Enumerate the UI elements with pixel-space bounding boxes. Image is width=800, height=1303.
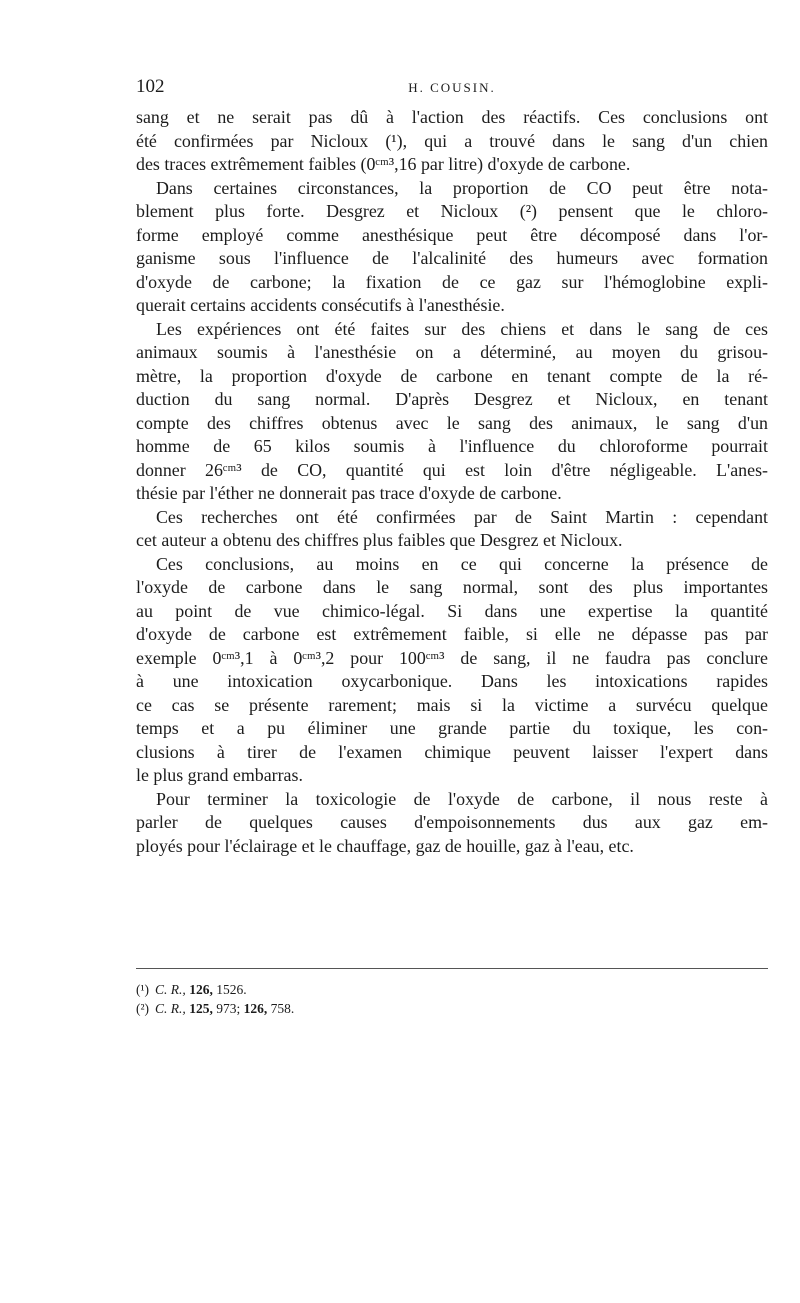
text-line: Les expériences ont été faites sur des chiens et dans le sang de ces: [156, 318, 768, 339]
text-line: blement plus forte. Desgrez et Nicloux (²) pensent que le chloro-: [136, 201, 768, 221]
text-line: compte des chiffres obtenus avec le sang des animaux, le sang d'un: [136, 412, 768, 433]
paragraph: [136, 177, 768, 318]
text-line: homme de 65 kilos soumis à l'influence du chloroforme pourrait: [136, 436, 768, 456]
footnote-volume-2: 126,: [243, 1001, 268, 1016]
text-line: cet auteur a obtenu des chiffres plus faibles que Desgrez et Nicloux.: [136, 530, 623, 550]
page-header: [136, 76, 768, 106]
text-line: donner 26ᶜᵐ³ de CO, quantité qui est loin d'être négligeable. L'anes-: [136, 459, 768, 480]
footnote-volume: 125,: [189, 1001, 213, 1016]
text-line: forme employé comme anesthésique peut être décomposé dans l'or-: [136, 224, 768, 245]
footnote-source: C. R.,: [155, 1001, 186, 1016]
footnote-mark: (¹): [136, 982, 150, 997]
text-line: sang et ne serait pas dû à l'action des réactifs. Ces conclusions ont: [136, 107, 768, 127]
text-line: ployés pour l'éclairage et le chauffage, gaz de houille, gaz à l'eau, etc.: [136, 835, 634, 856]
text-line: Ces recherches ont été confirmées par de Saint Martin : cependant: [156, 506, 768, 527]
text-line: Dans certaines circonstances, la proportion de CO peut être nota-: [156, 177, 768, 198]
footnote-source: C. R.,: [155, 982, 186, 997]
footnote-volume: 126,: [189, 982, 213, 997]
paragraph: [136, 318, 768, 506]
body-text: [136, 106, 768, 858]
page: [136, 76, 768, 1016]
paragraph: [136, 506, 768, 553]
text-line: thésie par l'éther ne donnerait pas trace d'oxyde de carbone.: [136, 483, 562, 503]
paragraph: [136, 106, 768, 177]
text-line: d'oxyde de carbone; la fixation de ce gaz sur l'hémoglobine expli-: [136, 271, 768, 292]
text-line: exemple 0ᶜᵐ³,1 à 0ᶜᵐ³,2 pour 100ᶜᵐ³ de sang, il ne faudra pas conclure: [136, 647, 768, 668]
text-line: ce cas se présente rarement; mais si la victime a survécu quelque: [136, 694, 768, 715]
text-line: l'oxyde de carbone dans le sang normal, sont des plus importantes: [136, 577, 768, 597]
footnote-2: [136, 999, 294, 1018]
text-line: d'oxyde de carbone est extrêmement faible, si elle ne dépasse pas par: [136, 624, 768, 644]
text-line: Ces conclusions, au moins en ce qui concerne la présence de: [156, 553, 768, 574]
paragraph: [136, 553, 768, 788]
footnote-mark: (²): [136, 1001, 150, 1016]
text-line: querait certains accidents consécutifs à l'anesthésie.: [136, 295, 505, 315]
paragraph: [136, 788, 768, 859]
footnote-page-2: 758.: [267, 1001, 295, 1016]
text-line: été confirmées par Nicloux (¹), qui a trouvé dans le sang d'un chien: [136, 130, 768, 151]
text-line: animaux soumis à l'anesthésie on a déterminé, au moyen du grisou-: [136, 342, 768, 362]
text-line: ganisme sous l'influence de l'alcalinité des humeurs avec formation: [136, 248, 768, 268]
text-line: des traces extrêmement faibles (0ᶜᵐ³,16 par litre) d'oxyde de carbone.: [136, 154, 631, 174]
text-line: temps et a pu éliminer une grande partie du toxique, les con-: [136, 718, 768, 738]
text-line: duction du sang normal. D'après Desgrez et Nicloux, en tenant: [136, 389, 768, 409]
page-number: 102: [136, 76, 165, 97]
text-line: au point de vue chimico-légal. Si dans une expertise la quantité: [136, 600, 768, 621]
text-line: parler de quelques causes d'empoisonnements dus aux gaz em-: [136, 812, 768, 832]
text-line: mètre, la proportion d'oxyde de carbone en tenant compte de la ré-: [136, 365, 768, 386]
text-line: le plus grand embarras.: [136, 765, 303, 785]
running-head: H. COUSIN.: [408, 80, 496, 95]
footnote-1: [136, 980, 294, 999]
text-line: clusions à tirer de l'examen chimique peuvent laisser l'expert dans: [136, 741, 768, 762]
text-line: Pour terminer la toxicologie de l'oxyde de carbone, il nous reste à: [156, 788, 768, 809]
footnotes: [136, 980, 294, 1018]
text-line: à une intoxication oxycarbonique. Dans les intoxications rapides: [136, 671, 768, 691]
footnote-divider: [136, 968, 768, 969]
footnote-page: 1526.: [212, 982, 247, 997]
footnote-page: 973;: [212, 1001, 244, 1016]
